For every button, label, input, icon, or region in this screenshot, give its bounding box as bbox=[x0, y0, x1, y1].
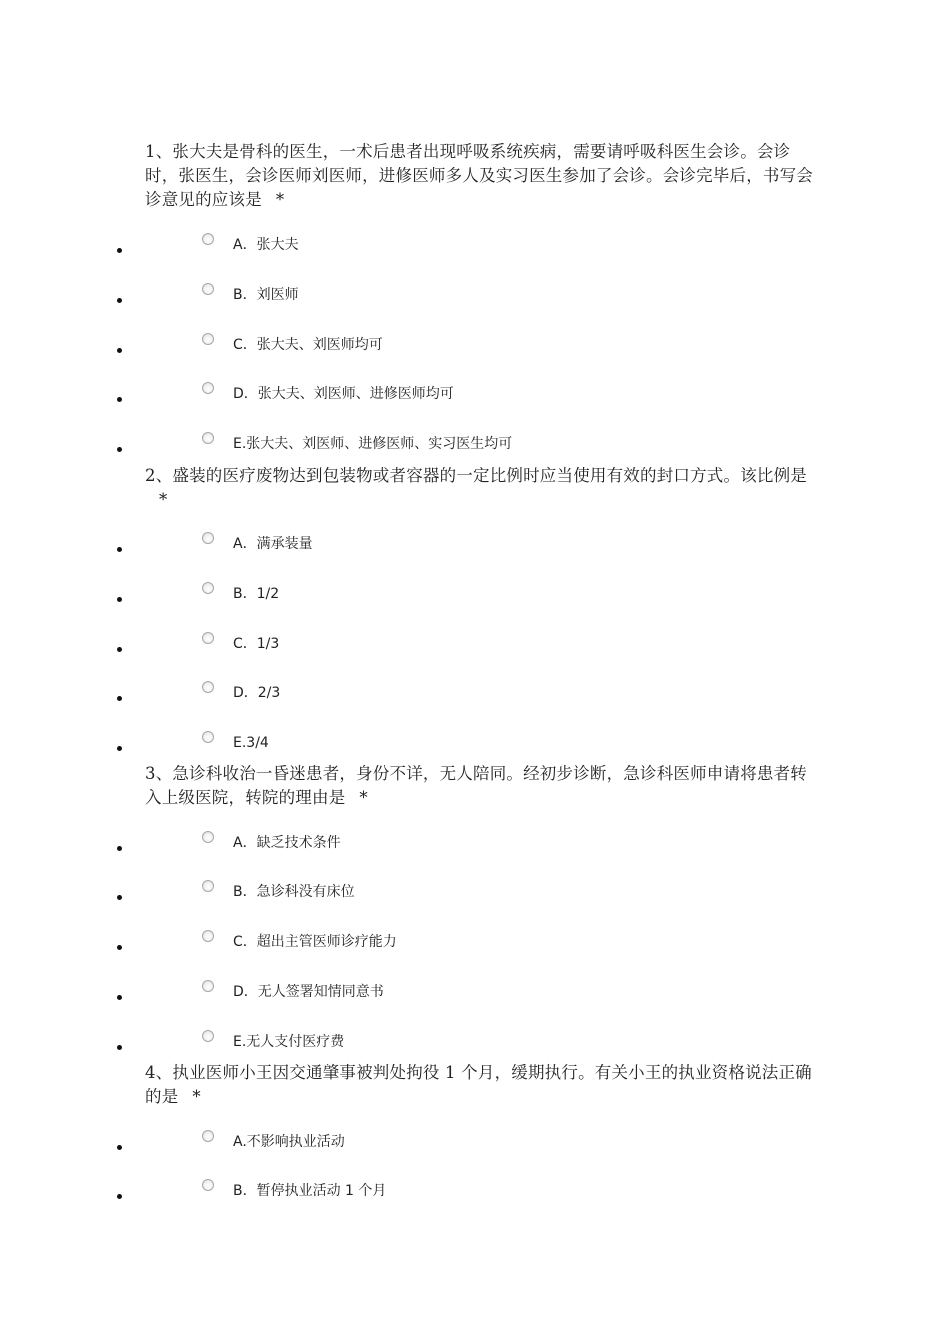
option-label[interactable]: B．1/2 bbox=[233, 586, 280, 602]
bullet-icon bbox=[117, 1045, 122, 1050]
bullet-icon bbox=[117, 895, 122, 900]
bullet-icon bbox=[117, 397, 122, 402]
question-1 bbox=[145, 140, 815, 212]
bullet-icon bbox=[117, 298, 122, 303]
bullet-icon bbox=[117, 647, 122, 652]
option-label[interactable]: E.张大夫、刘医师、进修医师、实习医生均可 bbox=[233, 436, 513, 452]
question-1-option-c[interactable] bbox=[0, 336, 950, 366]
question-3 bbox=[145, 762, 815, 810]
option-label[interactable]: A．满承装量 bbox=[233, 536, 313, 552]
radio-button[interactable] bbox=[202, 831, 214, 843]
bullet-icon bbox=[117, 547, 122, 552]
question-2-option-c[interactable] bbox=[0, 635, 950, 665]
option-label[interactable]: C．1/3 bbox=[233, 636, 280, 652]
question-4 bbox=[145, 1061, 815, 1109]
question-1-text: 1、张大夫是骨科的医生，一术后患者出现呼吸系统疾病，需要请呼吸科医生会诊。会诊时，张医生，会诊医师刘医师，进修医师多人及实习医生参加了会诊。会诊完毕后，书写会诊意见的应该是 bbox=[145, 142, 813, 209]
radio-button[interactable] bbox=[202, 432, 214, 444]
radio-button[interactable] bbox=[202, 582, 214, 594]
option-label[interactable]: D．2/3 bbox=[233, 685, 281, 701]
radio-button[interactable] bbox=[202, 532, 214, 544]
radio-button[interactable] bbox=[202, 930, 214, 942]
question-1-option-e[interactable] bbox=[0, 435, 950, 465]
option-label[interactable]: B．暂停执业活动 1 个月 bbox=[233, 1183, 387, 1199]
option-label[interactable]: C．张大夫、刘医师均可 bbox=[233, 337, 383, 353]
option-label[interactable]: D．无人签署知情同意书 bbox=[233, 984, 384, 1000]
bullet-icon bbox=[117, 746, 122, 751]
bullet-icon bbox=[117, 995, 122, 1000]
bullet-icon bbox=[117, 597, 122, 602]
option-label[interactable]: E.无人支付医疗费 bbox=[233, 1034, 345, 1050]
question-3-option-d[interactable] bbox=[0, 983, 950, 1013]
question-3-option-b[interactable] bbox=[0, 883, 950, 913]
radio-button[interactable] bbox=[202, 681, 214, 693]
question-2-option-e[interactable] bbox=[0, 734, 950, 764]
required-marker: * bbox=[275, 190, 285, 209]
option-label[interactable]: E.3/4 bbox=[233, 735, 269, 751]
question-4-option-a[interactable] bbox=[0, 1133, 950, 1163]
question-2-option-a[interactable] bbox=[0, 535, 950, 565]
radio-button[interactable] bbox=[202, 880, 214, 892]
question-3-option-a[interactable] bbox=[0, 834, 950, 864]
question-3-text: 3、急诊科收治一昏迷患者，身份不详，无人陪同。经初步诊断，急诊科医师申请将患者转入上级医院，转院的理由是 bbox=[145, 764, 807, 807]
question-4-text: 4、执业医师小王因交通肇事被判处拘役 1 个月，缓期执行。有关小王的执业资格说法正确的是 bbox=[145, 1063, 812, 1106]
radio-button[interactable] bbox=[202, 980, 214, 992]
bullet-icon bbox=[117, 447, 122, 452]
radio-button[interactable] bbox=[202, 1130, 214, 1142]
required-marker: * bbox=[359, 788, 368, 807]
bullet-icon bbox=[117, 945, 122, 950]
question-1-option-a[interactable] bbox=[0, 236, 950, 266]
question-1-option-d[interactable] bbox=[0, 385, 950, 415]
bullet-icon bbox=[117, 348, 122, 353]
bullet-icon bbox=[117, 846, 122, 851]
question-2-option-b[interactable] bbox=[0, 585, 950, 615]
question-2-text: 2、盛装的医疗废物达到包装物或者容器的一定比例时应当使用有效的封口方式。该比例是 bbox=[145, 466, 807, 485]
radio-button[interactable] bbox=[202, 333, 214, 345]
question-1-option-b[interactable] bbox=[0, 286, 950, 316]
question-4-option-b[interactable] bbox=[0, 1182, 950, 1212]
question-3-option-c[interactable] bbox=[0, 933, 950, 963]
question-2 bbox=[145, 464, 815, 512]
option-label[interactable]: A．缺乏技术条件 bbox=[233, 835, 341, 851]
radio-button[interactable] bbox=[202, 283, 214, 295]
option-label[interactable]: B．刘医师 bbox=[233, 287, 299, 303]
radio-button[interactable] bbox=[202, 731, 214, 743]
option-label[interactable]: A.不影响执业活动 bbox=[233, 1134, 345, 1150]
bullet-icon bbox=[117, 1145, 122, 1150]
radio-button[interactable] bbox=[202, 1030, 214, 1042]
question-2-option-d[interactable] bbox=[0, 684, 950, 714]
radio-button[interactable] bbox=[202, 632, 214, 644]
bullet-icon bbox=[117, 248, 122, 253]
option-label[interactable]: C．超出主管医师诊疗能力 bbox=[233, 934, 397, 950]
required-marker: * bbox=[192, 1087, 201, 1106]
radio-button[interactable] bbox=[202, 1179, 214, 1191]
bullet-icon bbox=[117, 1194, 122, 1199]
question-3-option-e[interactable] bbox=[0, 1033, 950, 1063]
option-label[interactable]: D．张大夫、刘医师、进修医师均可 bbox=[233, 386, 454, 402]
required-marker: * bbox=[159, 490, 168, 509]
radio-button[interactable] bbox=[202, 233, 214, 245]
option-label[interactable]: A．张大夫 bbox=[233, 237, 299, 253]
radio-button[interactable] bbox=[202, 382, 214, 394]
option-label[interactable]: B．急诊科没有床位 bbox=[233, 884, 355, 900]
bullet-icon bbox=[117, 696, 122, 701]
